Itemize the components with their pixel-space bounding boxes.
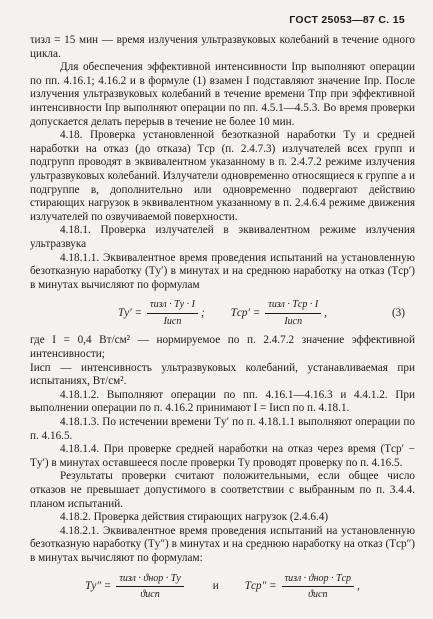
formula-lhs: Tср′ =: [230, 306, 261, 319]
fraction-denominator: Iисп: [284, 315, 303, 327]
formula-lhs: Tср″ =: [244, 579, 277, 592]
formula-tail: ,: [357, 579, 360, 592]
fraction-denominator: ϑисп: [308, 589, 328, 601]
formula-conjunction: и: [212, 579, 219, 592]
paragraph: 4.18.1. Проверка излучателей в эквивалентном режиме излучения ультразвука: [30, 224, 415, 250]
formula-4: [30, 572, 415, 602]
fraction-numerator: τизл · ϑнор · Tу: [116, 572, 183, 588]
fraction-numerator: τизл · Tср · I: [265, 298, 321, 314]
paragraph: Для обеспечения эффективной интенсивности Iпр выполняют операции по пп. 4.16.1; 4.16.2 и в формуле (1) взамен I подставляют значение Iпр. После излучения ультразвуковых колебаний в течение времени Tпр при эффективной интенсивности Iпр выполняют операции по пп. 4.5.1—4.5.3. Во время проверки допускается делать перерыв в течение не более 10 мин.: [30, 61, 415, 128]
paragraph: 4.18.1.4. При проверке средней наработки на отказ через время (Tср′ − Tу′) в минутах оставшееся после проверки Tу проводят проверку по п. 4.16.5.: [30, 443, 415, 469]
formula-lhs: Tу″ =: [85, 579, 112, 592]
fraction: [116, 572, 183, 602]
paragraph: где I = 0,4 Вт/см² — нормируемое по п. 2.4.7.2 значение эффективной интенсивности;: [30, 334, 415, 361]
page-header: ГОСТ 25053—87 С. 15: [289, 14, 405, 26]
fraction-numerator: τизл · Tу · I: [147, 298, 198, 314]
paragraph: Iисп — интенсивность ультразвуковых колебаний, устанавливаемая при испытаниях, Вт/см².: [30, 361, 415, 388]
formula-separator: ;: [200, 306, 205, 319]
paragraph: Результаты проверки считают положительными, если общее число отказов не превышает допустимого в соответствии с выбранным по п. 3.4.4. планом испытаний.: [30, 470, 415, 510]
fraction: [282, 572, 354, 602]
formula-3: [30, 298, 415, 328]
fraction-numerator: τизл · ϑнор · Tср: [282, 572, 354, 588]
paragraph: 4.18.1.3. По истечении времени Tу′ по п. 4.18.1.1 выполняют операции по п. 4.16.5.: [30, 416, 415, 442]
formula-lhs: Tу′ =: [118, 306, 143, 319]
paragraph: 4.18. Проверка установленной безотказной наработки Tу и средней наработки на отказ (до отказа) Tср (п. 2.4.7.3) излучателей всех групп и подгрупп проводят в эквивалентном указанному в п. 2.4.7.2 режиме излучения ультразвуковых колебаний. Излучатели одновременно относящиеся к группе а и подгруппе в, дополнительно или одновременно подвергают действию стирающих нагрузок в эквивалентном указанному в п. 2.4.6.4 режиме движения излучателей по озвучиваемой поверхности.: [30, 129, 415, 223]
paragraph: 4.18.1.1. Эквивалентное время проведения испытаний на установленную безотказную наработку (Tу′) в минутах и на среднюю наработку на отказ (Tср′) в минутах вычисляют по формулам: [30, 251, 415, 291]
paragraph: 4.18.2.1. Эквивалентное время проведения испытаний на установленную безотказную наработку (Tу″) в минутах и на среднюю наработку на отказ (Tср″) в минутах вычисляют по формулам:: [30, 524, 415, 564]
formula-tail: ,: [324, 306, 327, 319]
document-body: [30, 34, 415, 608]
fraction-denominator: ϑисп: [140, 589, 160, 601]
fraction: [265, 298, 321, 328]
paragraph: τизл = 15 мин — время излучения ультразвуковых колебаний в течение одного цикла.: [30, 34, 415, 60]
fraction-denominator: Iисп: [163, 315, 182, 327]
equation-number: (3): [391, 306, 405, 319]
paragraph: 4.18.2. Проверка действия стирающих нагрузок (2.4.6.4): [60, 511, 329, 524]
fraction: [147, 298, 198, 328]
paragraph: 4.18.1.2. Выполняют операции по пп. 4.16.1—4.16.3 и 4.4.1.2. При выполнении операции по п. 4.16.2 принимают I = Iисп по п. 4.18.1.: [30, 388, 415, 415]
